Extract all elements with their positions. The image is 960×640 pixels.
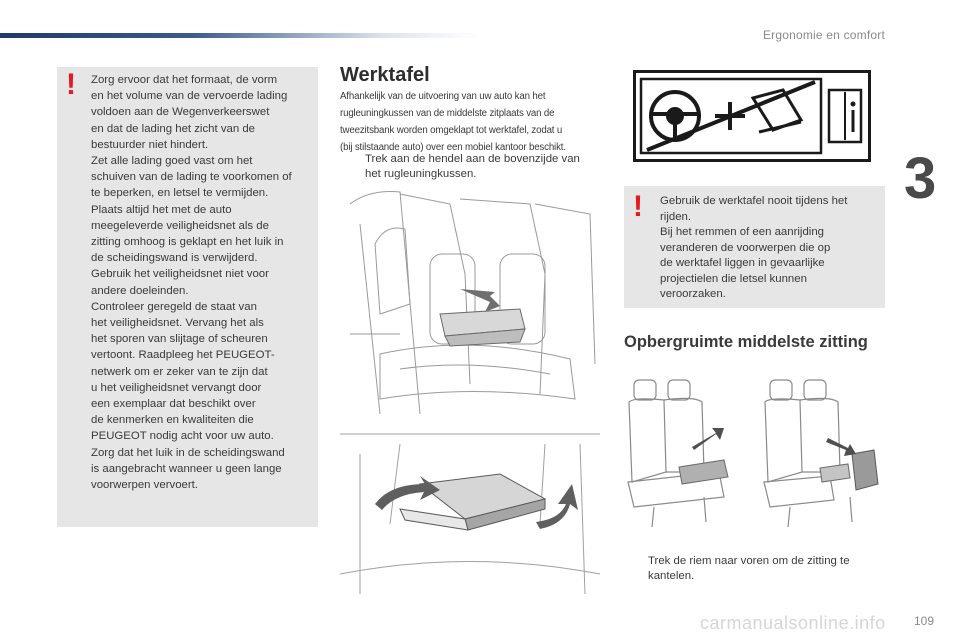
warning-line: zitting omhoog is geklapt en het luik in — [91, 236, 284, 249]
werktafel-step — [341, 152, 606, 182]
warning-line: Zorg ervoor dat het formaat, de vorm — [91, 74, 278, 86]
warning-line: Bij het remmen of een aanrijding — [660, 226, 824, 238]
step-line: kantelen. — [648, 570, 695, 582]
seat-table-illustration — [340, 184, 605, 420]
left-warning-text — [91, 72, 313, 493]
opbergruimte-title: Opbergruimte middelste zitting — [624, 333, 868, 351]
intro-line: rugleuningkussen van de middelste zitplaats van de — [340, 108, 555, 119]
opbergruimte-step — [624, 554, 886, 584]
warning-icon: ! — [66, 68, 76, 101]
warning-line: en het volume van de vervoerde lading — [91, 90, 288, 103]
seat-tilt-illustration-left — [624, 372, 750, 532]
warning-line: Plaats altijd het met de auto — [91, 203, 232, 216]
warning-line: Zet alle lading goed vast om het — [91, 155, 253, 168]
section-title: Ergonomie en comfort — [762, 28, 885, 42]
warning-line: en dat de lading het zicht van de — [91, 122, 256, 135]
warning-line: een exemplaar dat beschikt over — [91, 398, 256, 411]
header-bar — [0, 33, 480, 38]
warning-line: projectielen die letsel kunnen — [660, 272, 807, 285]
step-line: Trek de riem naar voren om de zitting te — [648, 555, 850, 567]
warning-icon: ! — [633, 190, 643, 223]
werktafel-title: Werktafel — [340, 64, 430, 86]
warning-line: voldoen aan de Wegenverkeerswet — [91, 106, 270, 119]
warning-line: de kenmerken en kwaliteiten die — [91, 414, 254, 427]
intro-line: (bij stilstaande auto) over een mobiel kantoor beschikt. — [340, 142, 566, 153]
watermark: carmanualsonline.info — [700, 613, 886, 633]
no-use-while-driving-icon — [633, 70, 871, 162]
right-warning-text — [660, 194, 882, 303]
warning-line: netwerk om er zeker van te zijn dat — [91, 365, 268, 378]
warning-line: het veiligheidsnet. Vervang het als — [91, 317, 264, 330]
warning-line: is aangebracht wanneer u geen lange — [91, 462, 282, 475]
chapter-number: 3 — [904, 146, 937, 211]
warning-line: de scheidingswand is verwijderd. — [91, 252, 258, 265]
intro-line: tweezitsbank worden omgeklapt tot werktafel, zodat u — [340, 125, 563, 136]
warning-line: andere doeleinden. — [91, 284, 189, 297]
step-line: het rugleuningkussen. — [365, 168, 477, 180]
folding-table-illustration — [340, 424, 605, 599]
seat-tilt-illustration-right — [760, 372, 886, 532]
warning-line: het sporen van slijtage of scheuren — [91, 333, 268, 346]
warning-line: bestuurder niet hindert. — [91, 138, 209, 151]
warning-line: PEUGEOT nodig acht voor uw auto. — [91, 430, 274, 443]
intro-line: Afhankelijk van de uitvoering van uw auto kan het — [340, 91, 546, 102]
warning-line: meegeleverde veiligheidsnet als de — [91, 219, 269, 232]
warning-line: Zorg dat het luik in de scheidingswand — [91, 446, 285, 459]
warning-line: voorwerpen vervoert. — [91, 479, 198, 492]
warning-line: schuiven van de lading te voorkomen of — [91, 171, 292, 184]
warning-line: Gebruik de werktafel nooit tijdens het — [660, 195, 848, 207]
warning-line: de werktafel liggen in gevaarlijke — [660, 257, 825, 269]
step-line: Trek aan de hendel aan de bovenzijde van — [365, 153, 580, 165]
page-number: 109 — [913, 614, 934, 628]
warning-line: vertoont. Raadpleeg het PEUGEOT- — [91, 349, 275, 362]
warning-line: Controleer geregeld de staat van — [91, 300, 257, 313]
warning-line: Gebruik het veiligheidsnet niet voor — [91, 268, 269, 281]
werktafel-intro — [340, 88, 602, 156]
warning-line: te beperken, en letsel te vermijden. — [91, 187, 269, 200]
warning-line: veroorzaken. — [660, 288, 726, 300]
warning-line: rijden. — [660, 210, 692, 223]
warning-line: veranderen de voorwerpen die op — [660, 241, 831, 254]
warning-line: u het veiligheidsnet vervangt door — [91, 381, 262, 394]
